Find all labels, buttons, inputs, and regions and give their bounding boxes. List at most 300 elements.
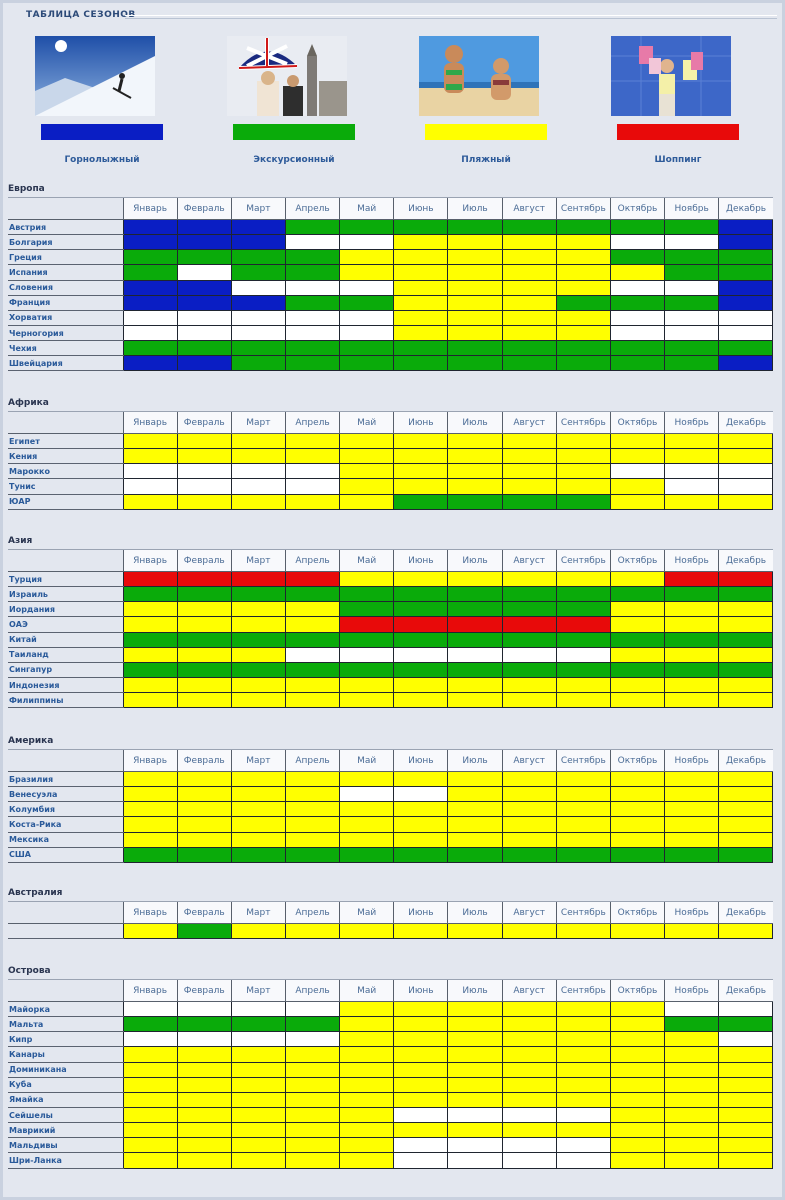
table-row <box>8 1107 773 1122</box>
season-cell <box>394 1017 448 1032</box>
season-cell <box>719 494 773 509</box>
season-cell <box>285 772 339 787</box>
season-cell <box>285 464 339 479</box>
season-cell <box>394 341 448 356</box>
season-cell <box>448 250 502 265</box>
season-cell <box>502 220 556 235</box>
table-row <box>8 1017 773 1032</box>
season-cell <box>610 220 664 235</box>
season-cell <box>719 647 773 662</box>
season-cell <box>610 1123 664 1138</box>
season-cell <box>610 1107 664 1122</box>
month-header: Сентябрь <box>556 902 610 924</box>
season-cell <box>123 1123 177 1138</box>
legend-shopping-photo <box>610 36 732 116</box>
season-cell <box>448 341 502 356</box>
season-cell <box>123 449 177 464</box>
season-cell <box>177 693 231 708</box>
month-header: Ноябрь <box>665 412 719 434</box>
season-cell <box>394 250 448 265</box>
season-cell <box>610 235 664 250</box>
season-cell <box>394 1107 448 1122</box>
season-cell <box>123 1032 177 1047</box>
season-cell <box>177 924 231 939</box>
season-cell <box>394 1032 448 1047</box>
season-cell <box>340 1092 394 1107</box>
season-cell <box>231 802 285 817</box>
country-label: Мексика <box>8 832 123 847</box>
season-cell <box>123 1153 177 1168</box>
season-cell <box>394 677 448 692</box>
country-label: Шри-Ланка <box>8 1153 123 1168</box>
season-cell <box>231 572 285 587</box>
season-cell <box>285 434 339 449</box>
season-cell <box>285 924 339 939</box>
season-cell <box>719 587 773 602</box>
table-row <box>8 464 773 479</box>
table-row <box>8 494 773 509</box>
month-header: Январь <box>123 412 177 434</box>
season-cell <box>394 1077 448 1092</box>
season-cell <box>394 295 448 310</box>
season-cell <box>610 924 664 939</box>
season-cell <box>394 1002 448 1017</box>
country-label: Венесуэла <box>8 787 123 802</box>
season-cell <box>502 617 556 632</box>
table-corner <box>8 198 123 220</box>
season-cell <box>123 1092 177 1107</box>
season-cell <box>231 1002 285 1017</box>
month-header: Май <box>340 980 394 1002</box>
season-cell <box>394 464 448 479</box>
season-cell <box>665 632 719 647</box>
season-cell <box>665 1138 719 1153</box>
season-cell <box>394 924 448 939</box>
season-cell <box>394 235 448 250</box>
month-header: Октябрь <box>610 902 664 924</box>
season-cell <box>123 280 177 295</box>
season-cell <box>285 341 339 356</box>
season-cell <box>502 1077 556 1092</box>
season-cell <box>665 647 719 662</box>
season-cell <box>285 647 339 662</box>
season-cell <box>665 250 719 265</box>
season-cell <box>285 1153 339 1168</box>
month-header: Август <box>502 750 556 772</box>
season-cell <box>610 772 664 787</box>
season-cell <box>340 250 394 265</box>
season-cell <box>448 1153 502 1168</box>
season-cell <box>665 341 719 356</box>
season-cell <box>123 1017 177 1032</box>
season-cell <box>502 265 556 280</box>
table-corner <box>8 902 123 924</box>
season-cell <box>394 632 448 647</box>
season-cell <box>502 479 556 494</box>
season-cell <box>719 1138 773 1153</box>
country-label: Бразилия <box>8 772 123 787</box>
season-cell <box>665 325 719 340</box>
season-cell <box>394 662 448 677</box>
season-cell <box>665 924 719 939</box>
season-cell <box>610 617 664 632</box>
season-cell <box>502 847 556 862</box>
month-header: Февраль <box>177 412 231 434</box>
section-title: Африка <box>8 398 49 408</box>
season-cell <box>177 587 231 602</box>
country-label: Израиль <box>8 587 123 602</box>
season-cell <box>285 802 339 817</box>
season-cell <box>610 677 664 692</box>
season-cell <box>231 677 285 692</box>
season-cell <box>177 802 231 817</box>
season-cell <box>610 662 664 677</box>
month-header: Февраль <box>177 550 231 572</box>
season-cell <box>123 220 177 235</box>
season-cell <box>719 235 773 250</box>
country-label: Коста-Рика <box>8 817 123 832</box>
table-row <box>8 924 773 939</box>
season-cell <box>340 280 394 295</box>
table-row <box>8 449 773 464</box>
legend-swatch-ski <box>41 124 163 140</box>
season-cell <box>123 924 177 939</box>
season-cell <box>502 817 556 832</box>
season-cell <box>231 1107 285 1122</box>
season-cell <box>123 832 177 847</box>
season-cell <box>448 325 502 340</box>
season-table <box>8 550 773 708</box>
season-cell <box>556 1017 610 1032</box>
season-cell <box>340 802 394 817</box>
season-cell <box>285 280 339 295</box>
season-cell <box>556 617 610 632</box>
season-cell <box>285 356 339 371</box>
season-cell <box>123 479 177 494</box>
month-header: Февраль <box>177 198 231 220</box>
season-cell <box>123 464 177 479</box>
season-cell <box>231 434 285 449</box>
season-cell <box>502 787 556 802</box>
table-corner <box>8 412 123 434</box>
season-cell <box>285 572 339 587</box>
season-cell <box>610 787 664 802</box>
table-corner <box>8 980 123 1002</box>
season-cell <box>231 280 285 295</box>
season-cell <box>556 632 610 647</box>
shopping-photo-icon <box>611 36 731 116</box>
season-cell <box>719 632 773 647</box>
season-cell <box>448 647 502 662</box>
month-header: Октябрь <box>610 980 664 1002</box>
season-cell <box>556 817 610 832</box>
season-cell <box>394 817 448 832</box>
season-cell <box>448 265 502 280</box>
season-cell <box>448 802 502 817</box>
season-cell <box>231 647 285 662</box>
season-cell <box>610 1077 664 1092</box>
season-cell <box>665 1092 719 1107</box>
season-cell <box>719 341 773 356</box>
month-header: Декабрь <box>719 550 773 572</box>
season-cell <box>123 1138 177 1153</box>
season-cell <box>448 1092 502 1107</box>
season-cell <box>502 1032 556 1047</box>
season-cell <box>502 1062 556 1077</box>
table-row <box>8 1062 773 1077</box>
season-cell <box>719 265 773 280</box>
season-cell <box>719 1123 773 1138</box>
season-cell <box>340 572 394 587</box>
country-label: ЮАР <box>8 494 123 509</box>
table-row <box>8 772 773 787</box>
season-cell <box>340 787 394 802</box>
country-label: Турция <box>8 572 123 587</box>
season-cell <box>610 1092 664 1107</box>
table-row <box>8 1002 773 1017</box>
season-cell <box>123 693 177 708</box>
season-cell <box>665 847 719 862</box>
season-cell <box>123 235 177 250</box>
season-cell <box>556 1077 610 1092</box>
country-label: Болгария <box>8 235 123 250</box>
season-cell <box>719 295 773 310</box>
season-cell <box>231 1123 285 1138</box>
month-header: Август <box>502 980 556 1002</box>
season-cell <box>231 449 285 464</box>
season-cell <box>610 693 664 708</box>
season-cell <box>285 1123 339 1138</box>
month-header: Июль <box>448 902 502 924</box>
table-row <box>8 250 773 265</box>
country-label: Китай <box>8 632 123 647</box>
season-cell <box>719 1077 773 1092</box>
season-cell <box>448 356 502 371</box>
season-cell <box>556 310 610 325</box>
season-cell <box>123 677 177 692</box>
month-header: Февраль <box>177 750 231 772</box>
season-cell <box>719 772 773 787</box>
season-cell <box>665 787 719 802</box>
season-cell <box>340 356 394 371</box>
season-cell <box>665 832 719 847</box>
season-cell <box>285 1092 339 1107</box>
country-label: Франция <box>8 295 123 310</box>
season-cell <box>340 662 394 677</box>
season-cell <box>719 1153 773 1168</box>
country-label: Индонезия <box>8 677 123 692</box>
month-header: Октябрь <box>610 750 664 772</box>
season-cell <box>340 1047 394 1062</box>
table-row <box>8 295 773 310</box>
season-cell <box>340 1123 394 1138</box>
season-cell <box>448 464 502 479</box>
season-cell <box>177 1047 231 1062</box>
season-cell <box>719 1107 773 1122</box>
table-row <box>8 235 773 250</box>
season-cell <box>177 617 231 632</box>
season-cell <box>719 1047 773 1062</box>
country-label: Испания <box>8 265 123 280</box>
season-cell <box>502 235 556 250</box>
table-row <box>8 1092 773 1107</box>
season-cell <box>448 587 502 602</box>
season-cell <box>123 494 177 509</box>
season-cell <box>610 1032 664 1047</box>
season-cell <box>123 310 177 325</box>
season-cell <box>556 832 610 847</box>
season-cell <box>340 817 394 832</box>
table-row <box>8 280 773 295</box>
season-table <box>8 902 773 939</box>
month-header: Ноябрь <box>665 980 719 1002</box>
season-cell <box>448 1107 502 1122</box>
season-cell <box>394 772 448 787</box>
table-row <box>8 617 773 632</box>
season-cell <box>448 1032 502 1047</box>
season-cell <box>123 1077 177 1092</box>
season-cell <box>556 464 610 479</box>
season-cell <box>502 677 556 692</box>
season-cell <box>177 1077 231 1092</box>
season-cell <box>177 280 231 295</box>
season-cell <box>285 250 339 265</box>
month-header: Сентябрь <box>556 412 610 434</box>
season-cell <box>177 1153 231 1168</box>
season-cell <box>394 1062 448 1077</box>
month-header: Июнь <box>394 980 448 1002</box>
country-label: Ямайка <box>8 1092 123 1107</box>
month-header: Сентябрь <box>556 198 610 220</box>
season-cell <box>610 802 664 817</box>
season-cell <box>123 356 177 371</box>
season-cell <box>719 1017 773 1032</box>
season-cell <box>285 235 339 250</box>
season-cell <box>665 817 719 832</box>
season-cell <box>340 647 394 662</box>
season-cell <box>231 250 285 265</box>
country-label: Австрия <box>8 220 123 235</box>
season-cell <box>610 1002 664 1017</box>
season-cell <box>177 847 231 862</box>
month-header: Август <box>502 550 556 572</box>
season-cell <box>340 587 394 602</box>
season-cell <box>448 1062 502 1077</box>
page-title: ТАБЛИЦА СЕЗОНОВ <box>26 10 136 20</box>
month-header: Октябрь <box>610 198 664 220</box>
month-header: Июнь <box>394 550 448 572</box>
season-cell <box>123 1002 177 1017</box>
season-cell <box>502 647 556 662</box>
legend-ski-photo <box>34 36 156 116</box>
season-cell <box>556 693 610 708</box>
season-cell <box>448 772 502 787</box>
season-cell <box>177 1062 231 1077</box>
month-header: Март <box>231 750 285 772</box>
season-cell <box>340 310 394 325</box>
season-cell <box>556 341 610 356</box>
season-cell <box>340 295 394 310</box>
title-divider <box>125 15 777 19</box>
season-cell <box>177 325 231 340</box>
country-label <box>8 924 123 939</box>
season-cell <box>394 280 448 295</box>
season-cell <box>231 341 285 356</box>
season-cell <box>340 494 394 509</box>
season-cell <box>340 479 394 494</box>
season-cell <box>502 662 556 677</box>
season-cell <box>123 632 177 647</box>
season-cell <box>340 632 394 647</box>
season-cell <box>177 647 231 662</box>
season-cell <box>285 1062 339 1077</box>
table-row <box>8 310 773 325</box>
legend-label-shopping: Шоппинг <box>654 155 702 165</box>
season-cell <box>610 647 664 662</box>
season-cell <box>665 494 719 509</box>
season-cell <box>123 847 177 862</box>
season-cell <box>556 280 610 295</box>
season-cell <box>665 1123 719 1138</box>
season-cell <box>719 220 773 235</box>
season-cell <box>285 1002 339 1017</box>
season-cell <box>502 434 556 449</box>
season-cell <box>556 1002 610 1017</box>
season-cell <box>177 449 231 464</box>
season-cell <box>448 235 502 250</box>
country-label: Кипр <box>8 1032 123 1047</box>
season-cell <box>231 817 285 832</box>
season-cell <box>719 250 773 265</box>
season-cell <box>285 479 339 494</box>
season-cell <box>502 1153 556 1168</box>
season-cell <box>285 587 339 602</box>
country-label: Майорка <box>8 1002 123 1017</box>
season-cell <box>448 924 502 939</box>
season-cell <box>502 310 556 325</box>
table-row <box>8 693 773 708</box>
season-cell <box>394 1123 448 1138</box>
season-cell <box>123 602 177 617</box>
season-cell <box>285 1138 339 1153</box>
legend-swatch-beach <box>425 124 547 140</box>
season-cell <box>340 924 394 939</box>
season-cell <box>610 847 664 862</box>
month-header: Апрель <box>285 750 339 772</box>
season-cell <box>231 356 285 371</box>
month-header: Сентябрь <box>556 550 610 572</box>
season-cell <box>123 572 177 587</box>
season-cell <box>502 356 556 371</box>
season-cell <box>285 310 339 325</box>
season-cell <box>123 787 177 802</box>
month-header: Ноябрь <box>665 198 719 220</box>
legend-label-sightseeing: Экскурсионный <box>253 155 335 165</box>
season-cell <box>285 220 339 235</box>
season-cell <box>448 677 502 692</box>
season-cell <box>123 647 177 662</box>
season-cell <box>610 1062 664 1077</box>
season-cell <box>665 280 719 295</box>
table-row <box>8 325 773 340</box>
legend-label-ski: Горнолыжный <box>64 155 140 165</box>
month-header: Сентябрь <box>556 750 610 772</box>
season-cell <box>177 632 231 647</box>
season-cell <box>394 832 448 847</box>
season-cell <box>610 250 664 265</box>
season-cell <box>556 1138 610 1153</box>
month-header: Ноябрь <box>665 550 719 572</box>
